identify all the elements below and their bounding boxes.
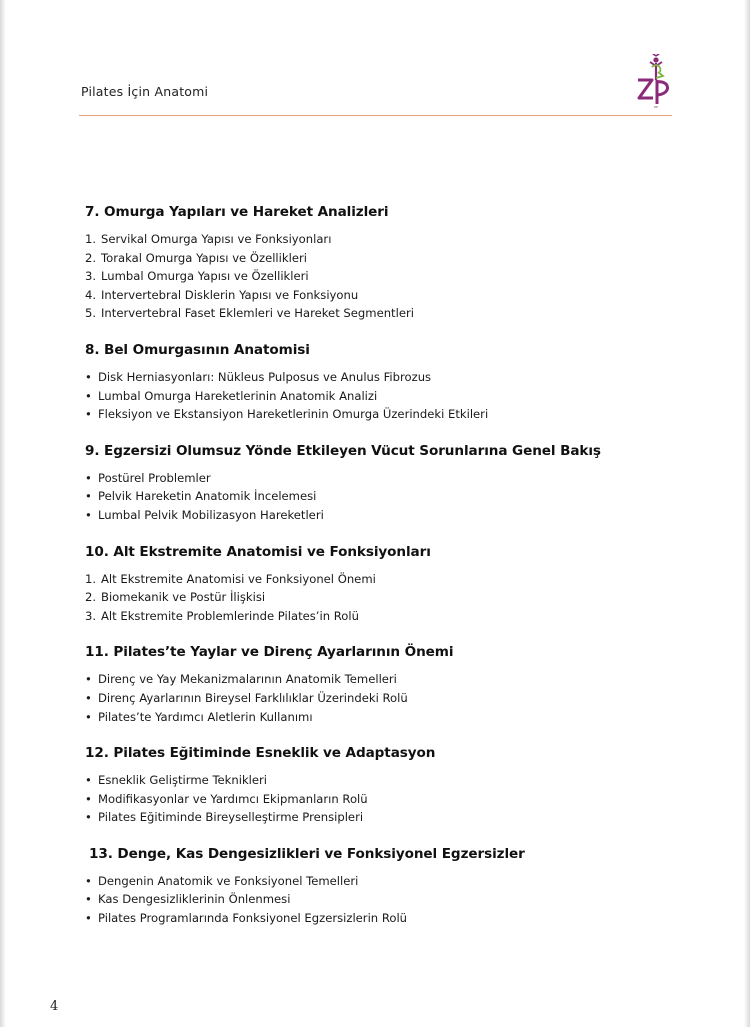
toc-section [85, 202, 685, 323]
list-item [85, 506, 685, 525]
header-rule [79, 115, 672, 116]
bullet-marker: • [85, 407, 92, 422]
bullet-marker: • [85, 489, 92, 504]
toc-section [85, 844, 685, 928]
section-title: 7. Omurga Yapıları ve Hareket Analizleri [85, 204, 389, 220]
list-item [85, 890, 685, 909]
item-text: Fleksiyon ve Ekstansiyon Hareketlerinin Omurga Üzerindeki Etkileri [98, 407, 489, 422]
page-edge-left [0, 0, 6, 1027]
item-number: 2. [85, 590, 97, 605]
bullet-marker: • [85, 507, 92, 522]
bullet-marker: • [85, 810, 92, 825]
list-item [85, 267, 685, 286]
section-title: 10. Alt Ekstremite Anatomisi ve Fonksiyonları [85, 543, 431, 560]
list-item [85, 286, 685, 305]
list-item [85, 771, 685, 790]
item-text: Pilates Programlarında Fonksiyonel Egzersizlerin Rolü [98, 911, 408, 926]
bullet-list [85, 469, 685, 525]
list-item [85, 872, 685, 891]
bullet-marker: • [85, 709, 92, 724]
bullet-marker: • [85, 791, 92, 806]
section-title: 13. Denge, Kas Dengesizlikleri ve Fonksiyonel Egzersizler [89, 845, 525, 862]
item-text: Modifikasyonlar ve Yardımcı Ekipmanların Rolü [98, 791, 368, 806]
toc-section [85, 642, 685, 726]
item-text: Lumbal Omurga Hareketlerinin Anatomik Analizi [98, 388, 378, 403]
item-number: 1. [85, 571, 97, 586]
item-number: 3. [85, 269, 97, 284]
bullet-marker: • [85, 892, 92, 907]
list-item [85, 405, 685, 424]
bullet-list [85, 670, 685, 726]
item-text: Alt Ekstremite Problemlerinde Pilates’in Rolü [101, 608, 359, 623]
item-text: Pilates’te Yardımcı Aletlerin Kullanımı [98, 709, 313, 724]
list-item [85, 607, 685, 626]
list-item [85, 588, 685, 607]
toc-section [85, 542, 685, 626]
item-text: Direnç ve Yay Mekanizmalarının Anatomik Temelleri [98, 672, 397, 687]
item-text: Esneklik Geliştirme Teknikleri [98, 773, 268, 788]
list-item [85, 808, 685, 827]
section-title: 9. Egzersizi Olumsuz Yönde Etkileyen Vücut Sorunlarına Genel Bakış [85, 442, 601, 459]
list-item [85, 487, 685, 506]
toc-section [85, 441, 685, 525]
item-number: 1. [85, 232, 97, 246]
list-item [85, 790, 685, 809]
item-text: Alt Ekstremite Anatomisi ve Fonksiyonel Önemi [101, 571, 376, 586]
item-text: Intervertebral Faset Eklemleri ve Hareket Segmentleri [101, 306, 414, 321]
item-text: Lumbal Omurga Yapısı ve Özellikleri [101, 269, 309, 284]
page-edge-right [744, 0, 750, 1027]
item-text: Pilates Eğitiminde Bireyselleştirme Prensipleri [98, 810, 364, 825]
bullet-marker: • [85, 672, 92, 687]
toc-section [85, 340, 685, 424]
numbered-list [85, 230, 685, 323]
list-item [85, 368, 685, 387]
item-text: Kas Dengesizliklerinin Önlenmesi [98, 892, 291, 907]
zp-yoga-logo [632, 54, 676, 108]
item-text: Torakal Omurga Yapısı ve Özellikleri [101, 250, 307, 265]
list-item [85, 909, 685, 928]
item-number: 2. [85, 250, 97, 265]
bullet-list [85, 368, 685, 424]
list-item [85, 708, 685, 727]
item-text: Servikal Omurga Yapısı ve Fonksiyonları [101, 232, 332, 246]
bullet-list [85, 872, 685, 928]
item-text: Pelvik Hareketin Anatomik İncelemesi [98, 489, 317, 504]
item-text: Postürel Problemler [98, 470, 211, 485]
item-number: 3. [85, 608, 97, 623]
section-title: 12. Pilates Eğitiminde Esneklik ve Adaptasyon [85, 745, 436, 762]
item-number: 5. [85, 306, 97, 321]
bullet-marker: • [85, 690, 92, 705]
list-item [85, 570, 685, 589]
item-text: Dengenin Anatomik ve Fonksiyonel Temelleri [98, 873, 359, 888]
item-text: Intervertebral Disklerin Yapısı ve Fonksiyonu [101, 287, 359, 302]
bullet-marker: • [85, 388, 92, 403]
list-item [85, 670, 685, 689]
item-text: Biomekanik ve Postür İlişkisi [101, 590, 266, 605]
bullet-marker: • [85, 911, 92, 926]
item-text: Lumbal Pelvik Mobilizasyon Hareketleri [98, 507, 324, 522]
section-title: 8. Bel Omurgasının Anatomisi [85, 341, 310, 358]
page-number: 4 [50, 999, 59, 1014]
list-item [85, 469, 685, 488]
bullet-marker: • [85, 873, 92, 888]
bullet-marker: • [85, 470, 92, 485]
bullet-marker: • [85, 773, 92, 788]
item-text: Disk Herniasyonları: Nükleus Pulposus ve Anulus Fibrozus [98, 369, 432, 384]
table-of-contents [85, 202, 685, 928]
logo-text: ZP [654, 105, 658, 108]
list-item [85, 249, 685, 268]
item-number: 4. [85, 287, 97, 302]
numbered-list [85, 570, 685, 626]
bullet-marker: • [85, 369, 92, 384]
list-item [85, 304, 685, 323]
item-text: Direnç Ayarlarının Bireysel Farklılıklar Üzerindeki Rolü [98, 690, 408, 705]
list-item [85, 689, 685, 708]
bullet-list [85, 771, 685, 827]
list-item [85, 230, 685, 249]
toc-section [85, 743, 685, 827]
running-header-title: Pilates İçin Anatomi [81, 84, 209, 99]
list-item [85, 387, 685, 406]
section-title: 11. Pilates’te Yaylar ve Direnç Ayarlarının Önemi [85, 644, 454, 661]
